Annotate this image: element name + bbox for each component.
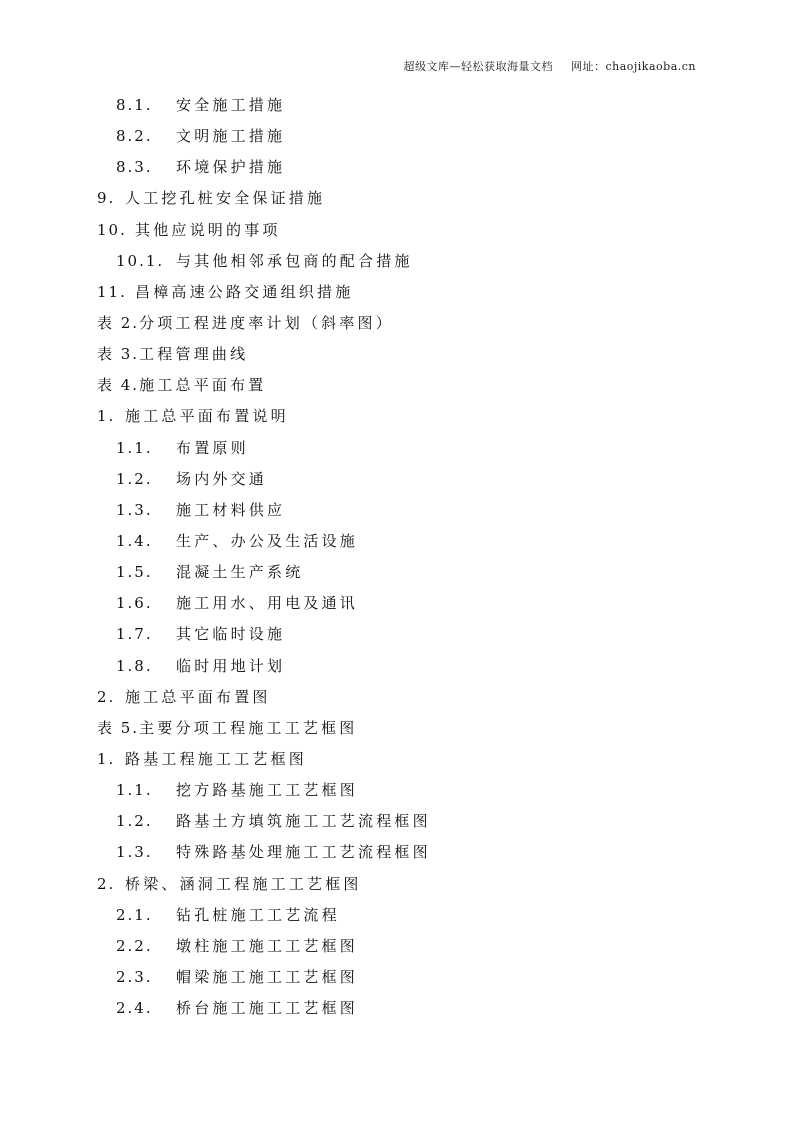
toc-entry-title: 布置原则 <box>176 438 249 457</box>
toc-entry-number: 8.2. <box>116 127 153 146</box>
toc-entry-title: 帽梁施工施工工艺框图 <box>176 967 359 986</box>
toc-entry-title: 文明施工措施 <box>176 127 286 146</box>
toc-entry-title: 路基土方填筑施工工艺流程框图 <box>176 812 431 831</box>
toc-entry-number: 2. <box>97 687 116 706</box>
toc-entry-number: 1.2. <box>116 812 153 831</box>
toc-entry-title: 临时用地计划 <box>176 656 286 675</box>
toc-entry-title: 挖方路基施工工艺框图 <box>176 781 359 800</box>
toc-entry <box>0 311 793 342</box>
toc-entry-title: 施工用水、用电及通讯 <box>176 594 359 613</box>
toc-entry-number: 8.1. <box>116 96 153 114</box>
toc-entry-number: 10.1. <box>116 251 165 270</box>
toc-entry-number: 表 2. <box>97 313 140 332</box>
toc-entry <box>0 934 793 965</box>
toc-entry-title: 施工材料供应 <box>176 500 286 519</box>
toc-entry-number: 11. <box>97 282 127 301</box>
toc-entry-title: 昌樟高速公路交通组织措施 <box>135 282 354 301</box>
toc-entry-number: 2. <box>97 874 116 893</box>
toc-entry <box>0 996 793 1027</box>
toc-entry-title: 分项工程进度率计划（斜率图） <box>139 313 394 332</box>
toc-entry <box>0 654 793 685</box>
toc-entry <box>0 280 793 311</box>
toc-entry-number: 2.4. <box>116 999 153 1018</box>
toc-entry <box>0 872 793 903</box>
toc-entry-number: 2.1. <box>116 905 153 924</box>
toc-entry-title: 钻孔桩施工工艺流程 <box>176 905 340 924</box>
toc-entry-title: 墩柱施工施工工艺框图 <box>176 936 359 955</box>
toc-entry-title: 其它临时设施 <box>176 625 286 644</box>
toc-entry <box>0 93 793 124</box>
table-of-contents <box>0 93 793 1027</box>
toc-entry <box>0 249 793 280</box>
toc-entry-title: 桥台施工施工工艺框图 <box>176 999 359 1018</box>
toc-entry <box>0 373 793 404</box>
toc-entry <box>0 591 793 622</box>
toc-entry <box>0 685 793 716</box>
toc-entry-number: 1.1. <box>116 781 153 800</box>
toc-entry <box>0 716 793 747</box>
toc-entry-number: 2.2. <box>116 936 153 955</box>
header-library-text: 超级文库—轻松获取海量文档 <box>403 60 553 73</box>
toc-entry-number: 1.3. <box>116 843 153 862</box>
toc-entry <box>0 560 793 591</box>
toc-entry <box>0 903 793 934</box>
toc-entry-title: 安全施工措施 <box>176 96 286 114</box>
toc-entry-title: 施工总平面布置 <box>139 376 267 395</box>
toc-entry <box>0 404 793 435</box>
toc-entry-title: 施工总平面布置图 <box>125 687 271 706</box>
toc-entry <box>0 436 793 467</box>
toc-entry <box>0 840 793 871</box>
toc-entry-title: 环境保护措施 <box>176 158 286 177</box>
toc-entry <box>0 155 793 186</box>
toc-entry-number: 表 3. <box>97 345 140 364</box>
toc-entry <box>0 809 793 840</box>
toc-entry-title: 其他应说明的事项 <box>135 220 281 239</box>
toc-entry-title: 桥梁、涵洞工程施工工艺框图 <box>125 874 362 893</box>
toc-entry <box>0 965 793 996</box>
toc-entry-number: 表 5. <box>97 718 140 737</box>
toc-entry-number: 1.3. <box>116 500 153 519</box>
toc-entry-title: 主要分项工程施工工艺框图 <box>139 718 358 737</box>
toc-entry-title: 混凝土生产系统 <box>176 563 304 582</box>
toc-entry-number: 9. <box>97 189 116 208</box>
toc-entry-title: 与其他相邻承包商的配合措施 <box>176 251 413 270</box>
page-header <box>403 58 696 74</box>
toc-entry-title: 施工总平面布置说明 <box>125 407 289 426</box>
toc-entry-number: 10. <box>97 220 127 239</box>
toc-entry-number: 1.5. <box>116 563 153 582</box>
toc-entry <box>0 778 793 809</box>
toc-entry-title: 工程管理曲线 <box>139 345 249 364</box>
toc-entry <box>0 124 793 155</box>
toc-entry-number: 1. <box>97 749 116 768</box>
toc-entry-title: 生产、办公及生活设施 <box>176 531 359 550</box>
toc-entry <box>0 622 793 653</box>
toc-entry <box>0 218 793 249</box>
toc-entry-title: 特殊路基处理施工工艺流程框图 <box>176 843 431 862</box>
toc-entry-title: 路基工程施工工艺框图 <box>125 749 308 768</box>
toc-entry-number: 1.7. <box>116 625 153 644</box>
toc-entry-number: 1.6. <box>116 594 153 613</box>
toc-entry <box>0 529 793 560</box>
toc-entry <box>0 467 793 498</box>
toc-entry <box>0 186 793 217</box>
toc-entry-title: 人工挖孔桩安全保证措施 <box>125 189 326 208</box>
toc-entry-number: 2.3. <box>116 967 153 986</box>
toc-entry <box>0 342 793 373</box>
header-site-text: 网址：chaojikaoba.cn <box>570 60 696 73</box>
toc-entry-number: 1. <box>97 407 116 426</box>
toc-entry-number: 1.8. <box>116 656 153 675</box>
toc-entry <box>0 747 793 778</box>
toc-entry-number: 8.3. <box>116 158 153 177</box>
toc-entry-number: 1.1. <box>116 438 153 457</box>
toc-entry-number: 表 4. <box>97 376 140 395</box>
toc-entry-number: 1.4. <box>116 531 153 550</box>
toc-entry-title: 场内外交通 <box>176 469 268 488</box>
toc-entry <box>0 498 793 529</box>
toc-entry-number: 1.2. <box>116 469 153 488</box>
